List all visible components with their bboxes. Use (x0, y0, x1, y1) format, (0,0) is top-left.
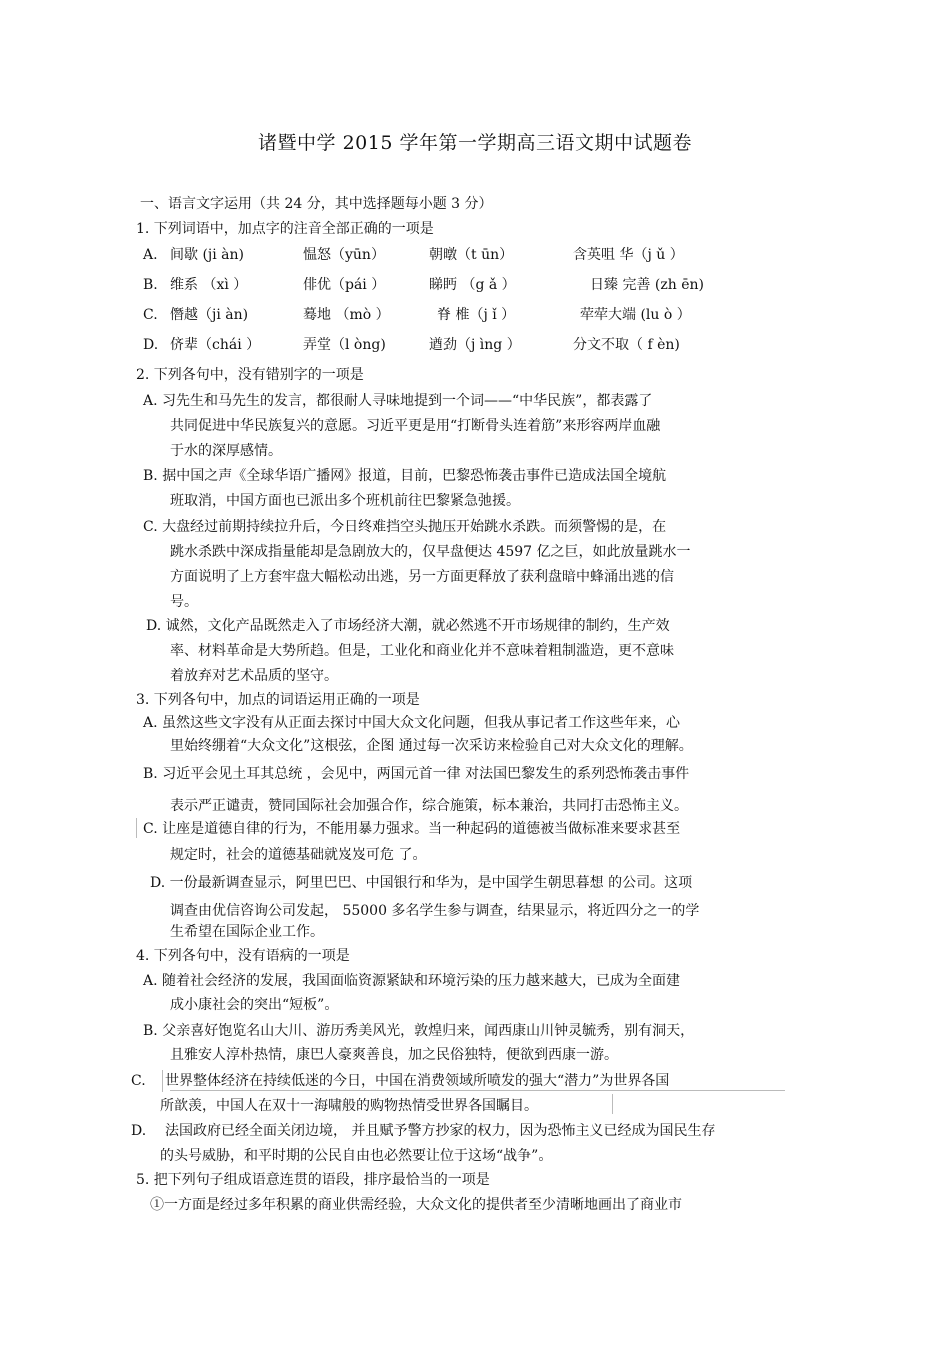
q2-stem: 2. 下列各句中，没有错别字的一项是 (136, 367, 364, 383)
q4-d-line1: 法国政府已经全面关闭边境， 并且赋予警方抄家的权力，因为恐怖主义已经成为国民生存 (165, 1123, 716, 1139)
q3-d-line3: 生希望在国际企业工作。 (170, 924, 324, 940)
q1-option-a (143, 245, 684, 265)
option-word: 俳优（pái ） (303, 277, 386, 293)
q2-a-line2: 共同促进中华民族复兴的意愿。习近平更是用“打断骨头连着筋”来形容两岸血融 (170, 418, 661, 434)
q2-b-line2: 班取消，中国方面也已派出多个班机前往巴黎紧急弛援。 (170, 493, 520, 509)
q4-a-line1: A. 随着社会经济的发展，我国面临资源紧缺和环境污染的压力越来越大，已成为全面建 (143, 973, 681, 989)
q4-d-line2: 的头号威胁，和平时期的公民自由也必然要让位于这场“战争”。 (160, 1148, 553, 1164)
q2-a-line1: A. 习先生和马先生的发言，都很耐人寻味地提到一个词——“中华民族”，都表露了 (143, 393, 653, 409)
option-word: 僭越（ji àn) (170, 307, 249, 323)
q4-stem: 4. 下列各句中，没有语病的一项是 (136, 948, 350, 964)
option-word: 间歇 (ji àn) (170, 247, 245, 263)
option-label: C. (143, 307, 158, 323)
q4-b-line2: 且雅安人淳朴热情，康巴人豪爽善良，加之民俗独特，便欲到西康一游。 (170, 1047, 618, 1063)
option-word: 分文不取（ f èn) (573, 337, 680, 353)
option-label: D. (143, 337, 159, 353)
q4-b-line1: B. 父亲喜好饱览名山大川、游历秀美风光，敦煌归来，闻西康山川钟灵毓秀，别有洞天， (143, 1023, 695, 1039)
q2-c-line4: 号。 (170, 594, 198, 610)
option-word: 睇眄 （g ǎ ） (429, 277, 516, 293)
option-label: B. (143, 277, 158, 293)
q3-b-line2: 表示严正谴责，赞同国际社会加强合作，综合施策，标本兼治，共同打击恐怖主义。 (170, 798, 688, 814)
q5-sentence-1: ①一方面是经过多年积累的商业供需经验，大众文化的提供者至少清晰地画出了商业市 (150, 1197, 682, 1213)
q3-c-line1: C. 让座是道德自律的行为，不能用暴力强求。当一种起码的道德被当做标准来要求甚至 (143, 821, 681, 837)
option-word: 侪辈（chái ） (170, 337, 261, 353)
q3-b-line1: B. 习近平会见土耳其总统 ，会见中，两国元首一律 对法国巴黎发生的系列恐怖袭击事件 (143, 766, 690, 782)
scan-bar (612, 1094, 613, 1114)
q1-option-c (143, 305, 691, 325)
option-word: 蓦地 （mò ） (303, 307, 390, 323)
q2-a-line3: 于水的深厚感情。 (170, 443, 282, 459)
option-word: 荦荦大端 (lu ò ） (580, 307, 691, 323)
q4-c-label: C. (131, 1073, 146, 1089)
q3-d-line2: 调查由优信咨询公司发起， 55000 多名学生参与调查，结果显示，将近四分之一的学 (170, 903, 700, 919)
q3-stem: 3. 下列各句中，加点的词语运用正确的一项是 (136, 692, 420, 708)
q2-d-line1: D. 诚然，文化产品既然走入了市场经济大潮，就必然逃不开市场规律的制约，生产效 (146, 618, 670, 634)
option-word: 弄堂（l òng) (303, 337, 386, 353)
q2-c-line1: C. 大盘经过前期持续拉升后，今日终难挡空头抛压开始跳水杀跌。而须警惕的是，在 (143, 519, 667, 535)
q3-c-line2: 规定时，社会的道德基础就岌岌可危 了。 (170, 847, 427, 863)
exam-title: 诸暨中学 2015 学年第一学期高三语文期中试题卷 (258, 132, 692, 154)
option-word: 脊 椎（j ǐ ） (437, 307, 516, 323)
q4-c-line2: 所歆羡，中国人在双十一海啸般的购物热情受世界各国瞩目。 (160, 1098, 538, 1114)
q2-c-line3: 方面说明了上方套牢盘大幅松动出逃，另一方面更释放了获利盘暗中蜂涌出逃的信 (170, 569, 674, 585)
q1-option-b (143, 275, 704, 295)
q2-d-line2: 率、材料革命是大势所趋。但是，工业化和商业化并不意味着粗制滥造，更不意味 (170, 643, 674, 659)
option-word: 朝暾（t ūn） (429, 247, 514, 263)
q4-c-line1: 世界整体经济在持续低迷的今日，中国在消费领域所喷发的强大“潜力”为世界各国 (165, 1073, 670, 1089)
scan-line (170, 1090, 785, 1091)
q1-option-d (143, 335, 680, 355)
q3-a-line1: A. 虽然这些文字没有从正面去探讨中国大众文化问题，但我从事记者工作这些年来，心 (143, 715, 681, 731)
section-heading: 一、语言文字运用（共 24 分，其中选择题每小题 3 分） (140, 196, 493, 212)
q3-a-line2: 里始终绷着“大众文化”这根弦，企图 通过每一次采访来检验自己对大众文化的理解。 (170, 738, 693, 754)
scan-bar (136, 818, 137, 838)
option-word: 遒劲（j ìng ） (429, 337, 521, 353)
scan-bar (162, 1070, 163, 1092)
q2-b-line1: B. 据中国之声《全球华语广播网》报道，目前，巴黎恐怖袭击事件已造成法国全境航 (143, 468, 667, 484)
option-word: 含英咀 华（j ǔ ） (573, 247, 684, 263)
q2-d-line3: 着放弃对艺术品质的坚守。 (170, 668, 338, 684)
q4-a-line2: 成小康社会的突出“短板”。 (170, 997, 339, 1013)
option-word: 日臻 完善 (zh ēn) (590, 277, 704, 293)
q2-c-line2: 跳水杀跌中深成指量能却是急剧放大的，仅早盘便达 4597 亿之巨，如此放量跳水一 (170, 544, 691, 560)
q5-stem: 5. 把下列句子组成语意连贯的语段，排序最恰当的一项是 (136, 1172, 490, 1188)
q3-d-line1: D. 一份最新调查显示，阿里巴巴、中国银行和华为，是中国学生朝思暮想 的公司。这项 (150, 875, 693, 891)
option-word: 维系 （xì ） (170, 277, 248, 293)
q1-stem: 1. 下列词语中，加点字的注音全部正确的一项是 (136, 221, 434, 237)
option-word: 愠怒（yūn） (303, 247, 385, 263)
option-label: A. (143, 247, 158, 263)
q4-d-label: D. (131, 1123, 147, 1139)
